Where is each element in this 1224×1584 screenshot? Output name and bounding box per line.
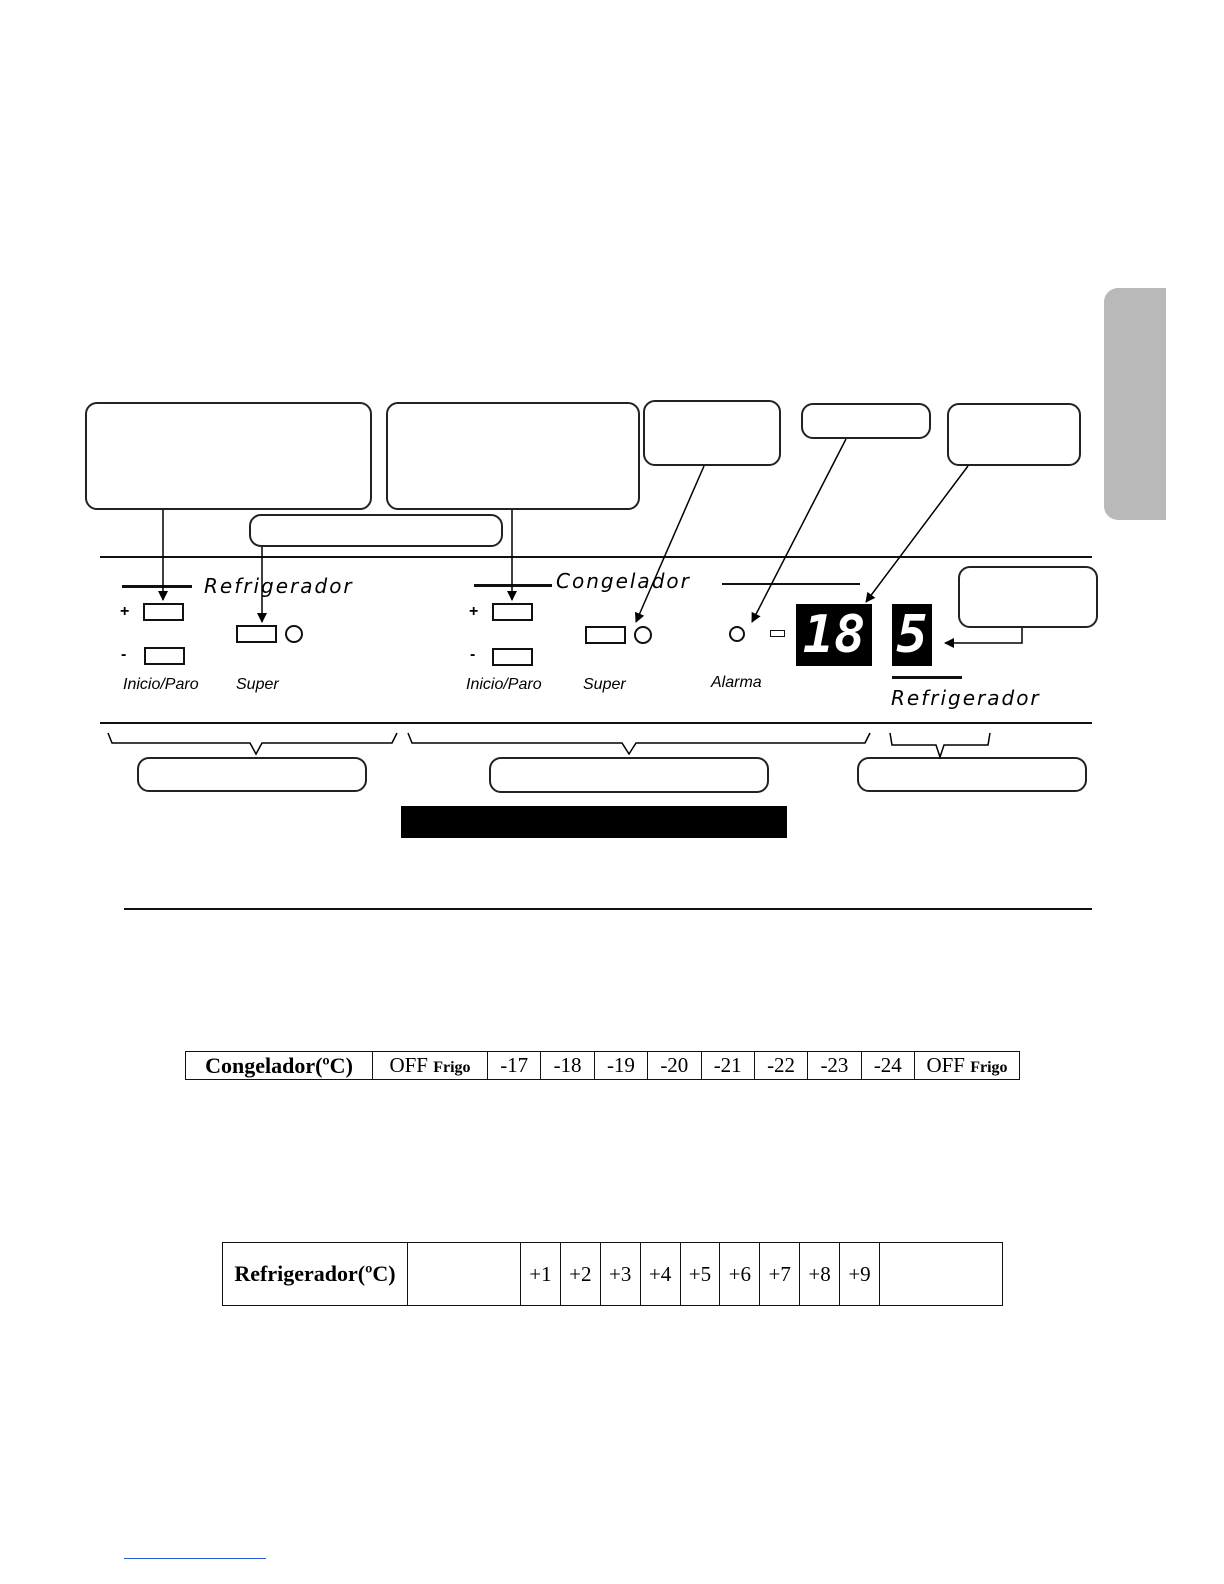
section-divider <box>124 908 1092 910</box>
fridge-value-cell: +5 <box>680 1243 720 1306</box>
fridge-value-cell: +8 <box>800 1243 840 1306</box>
freezer-end-off-frigo-cell <box>915 1052 1020 1080</box>
freezer-value-cell: -18 <box>541 1052 594 1080</box>
fridge-value-cell: +9 <box>840 1243 880 1306</box>
freezer-temp-display: 18 <box>796 604 872 666</box>
freezer-value-cell: -20 <box>648 1052 701 1080</box>
frigo-text: Frigo <box>970 1059 1008 1076</box>
fridge-temp-display: 5 <box>892 604 932 666</box>
off-text: OFF <box>389 1053 428 1077</box>
fridge-temp-table <box>222 1242 1003 1306</box>
freezer-value-cell: -23 <box>808 1052 861 1080</box>
off-text: OFF <box>926 1053 965 1077</box>
fridge-value-cell: +3 <box>600 1243 640 1306</box>
fridge-plus-sign: + <box>120 603 130 620</box>
alarm-label: Alarma <box>711 674 762 691</box>
freezer-temp-table <box>185 1051 1020 1080</box>
fridge-value-cell: +1 <box>521 1243 561 1306</box>
fridge-empty-cell <box>408 1243 521 1306</box>
redacted-bar <box>401 806 787 838</box>
freezer-off-frigo-cell <box>373 1052 488 1080</box>
fridge-panel-title: Refrigerador <box>204 574 354 598</box>
freezer-minus-sign: - <box>470 646 476 663</box>
fridge-empty-cell <box>880 1243 1003 1306</box>
table-row <box>186 1052 1020 1080</box>
fridge-super-label: Super <box>236 676 279 693</box>
frigo-text: Frigo <box>433 1059 471 1076</box>
fridge-minus-sign: - <box>121 646 127 663</box>
footer-underline <box>124 1558 266 1559</box>
fridge-value-cell: +2 <box>560 1243 600 1306</box>
table-row <box>223 1243 1003 1306</box>
fridge-onoff-label: Inicio/Paro <box>123 676 199 693</box>
fridge-value-cell: +6 <box>720 1243 760 1306</box>
freezer-super-label: Super <box>583 676 626 693</box>
freezer-table-header: Congelador(ºC) <box>186 1052 373 1080</box>
freezer-value-cell: -22 <box>754 1052 807 1080</box>
fridge-value-cell: +4 <box>640 1243 680 1306</box>
freezer-plus-sign: + <box>469 603 479 620</box>
freezer-onoff-label: Inicio/Paro <box>466 676 542 693</box>
freezer-value-cell: -17 <box>488 1052 541 1080</box>
freezer-value-cell: -19 <box>594 1052 647 1080</box>
display-panel-title: Refrigerador <box>891 686 1041 710</box>
freezer-value-cell: -24 <box>861 1052 914 1080</box>
freezer-panel-title: Congelador <box>556 569 691 593</box>
fridge-table-header: Refrigerador(ºC) <box>223 1243 408 1306</box>
fridge-value-cell: +7 <box>760 1243 800 1306</box>
freezer-value-cell: -21 <box>701 1052 754 1080</box>
